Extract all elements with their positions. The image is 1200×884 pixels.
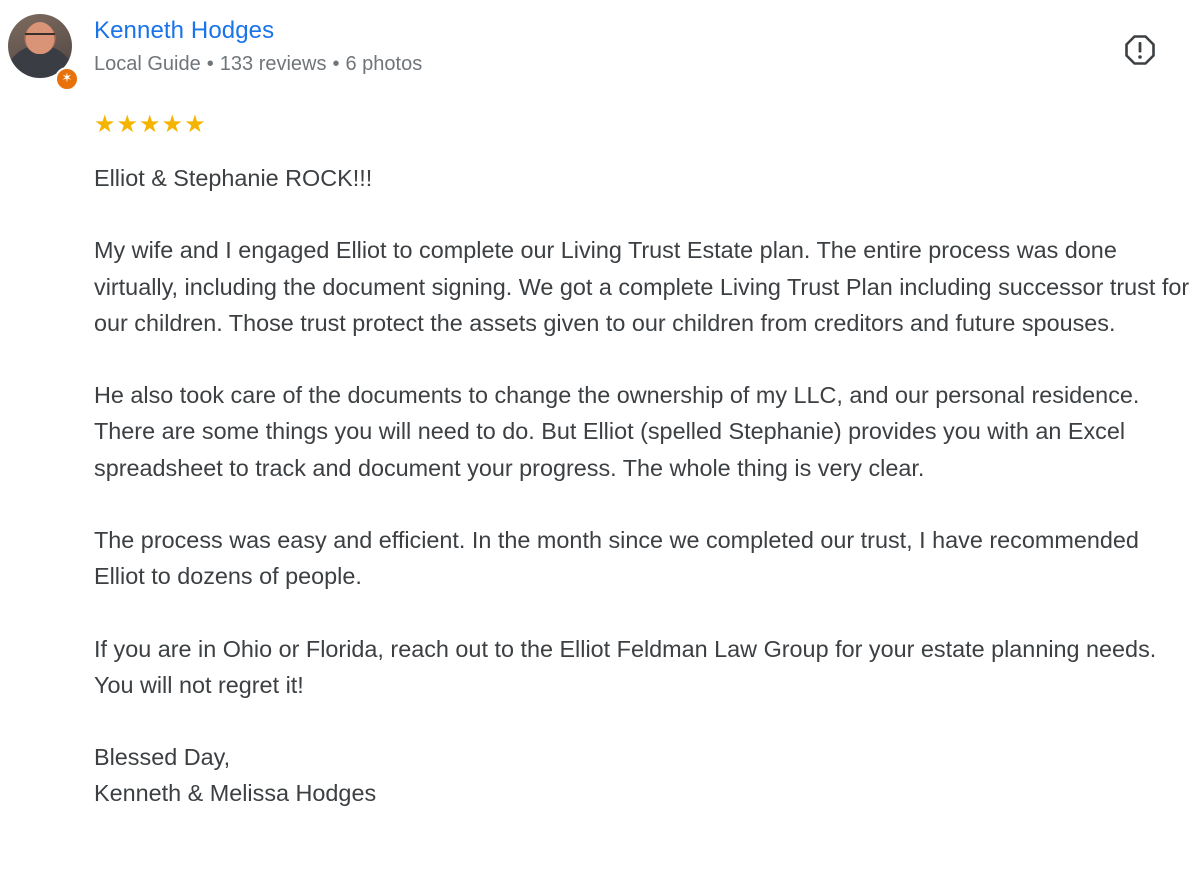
meta-separator: •: [206, 53, 214, 75]
star-rating: [94, 110, 207, 138]
review-paragraph: If you are in Ohio or Florida, reach out to the Elliot Feldman Law Group for your estate planning needs. You will not regret it!: [94, 635, 1157, 698]
star-icon: ★: [94, 110, 116, 138]
star-icon: ★: [161, 110, 184, 138]
photo-count: 6 photos: [345, 53, 423, 75]
review-count: 133 reviews: [219, 53, 327, 75]
review-paragraph: He also took care of the documents to change the ownership of my LLC, and our personal residence. There are some things you will need to do. But Elliot (spelled Stephanie) provides you with an Excel spreadsheet to track and document your progress. The whole thing is very clear.: [94, 382, 1140, 481]
review-signoff: [94, 739, 1194, 811]
report-flag-icon[interactable]: [1124, 34, 1156, 66]
avatar-glasses: [25, 33, 55, 41]
reviewer-meta: [94, 53, 422, 76]
reviewer-avatar[interactable]: [8, 14, 73, 86]
star-icon: ★: [184, 110, 206, 138]
signoff-line: Kenneth & Melissa Hodges: [94, 780, 377, 807]
local-guide-label: Local Guide: [94, 53, 201, 75]
meta-separator: •: [332, 53, 340, 75]
reviewer-name-link[interactable]: Kenneth Hodges: [94, 17, 275, 44]
local-guide-star-icon: ✶: [55, 67, 79, 91]
review-text: [94, 160, 1194, 812]
review-paragraph: The process was easy and efficient. In the month since we completed our trust, I have recommended Elliot to dozens of people.: [94, 526, 1139, 590]
review-paragraph: My wife and I engaged Elliot to complete our Living Trust Estate plan. The entire process was done virtually, including the document signing. We got a complete Living Trust Plan including successor trust for our children. Those trust protect the assets given to our children from creditors and future spouses.: [94, 237, 1190, 336]
star-icon: ★: [139, 110, 161, 138]
star-icon: ★: [116, 110, 139, 138]
signoff-line: Blessed Day,: [94, 744, 231, 771]
review-paragraph: Elliot & Stephanie ROCK!!!: [94, 165, 373, 191]
